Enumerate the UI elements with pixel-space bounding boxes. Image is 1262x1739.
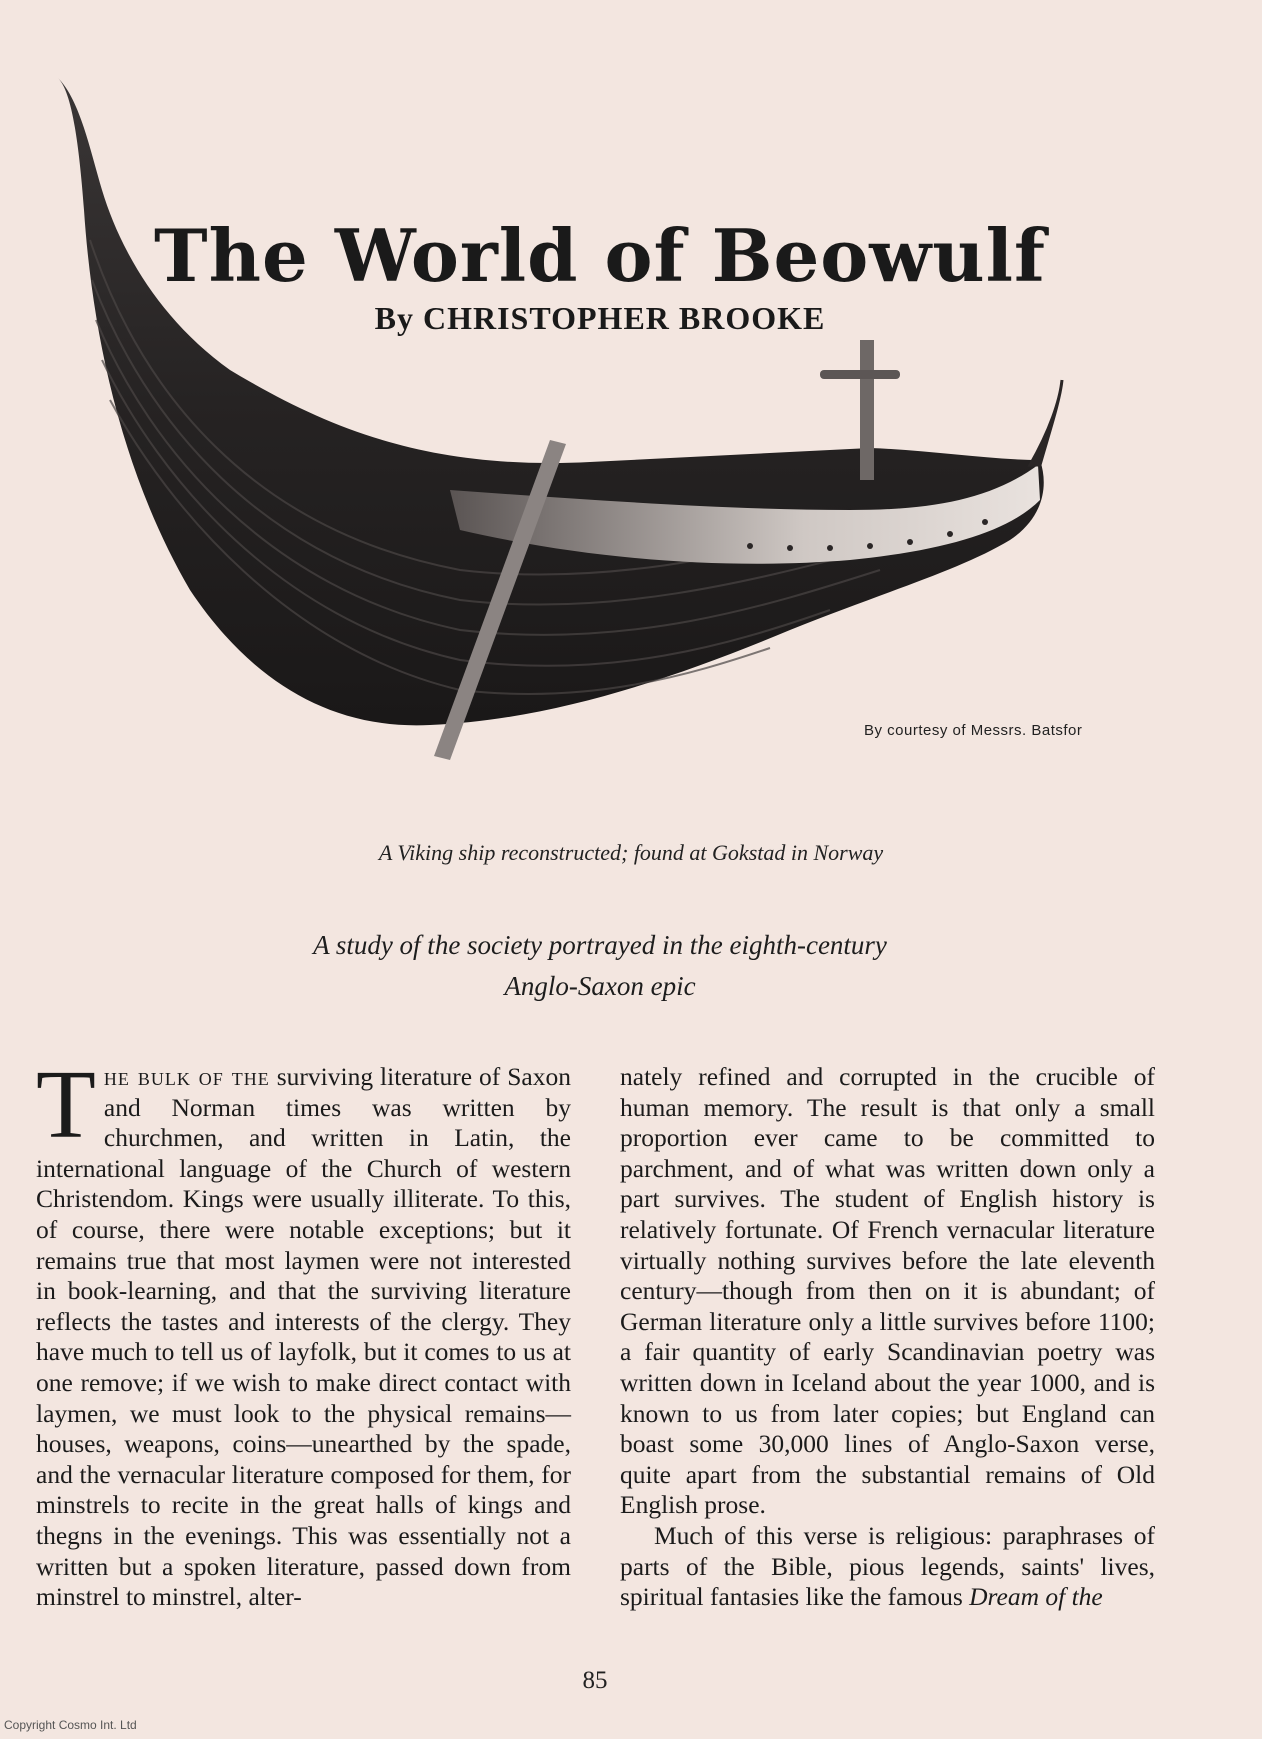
ship-hull xyxy=(58,78,1044,725)
standfirst xyxy=(200,925,1000,1007)
photo-caption: A Viking ship reconstructed; found at Gokstad in Norway xyxy=(378,840,884,865)
left-column-text: surviving literature of Saxon and Norman times was written by churchmen, and written in Latin, the international language of the Church of western Christendom. Kings were usually illiterate. To this, of course, there were notable exceptions; but it remains true that most laymen were not interested in book-learning, and that the surviving literature reflects the tastes and interests of the clergy. They have much to tell us of layfolk, but it comes to us at one remove; if we wish to make direct contact with laymen, we must look to the physical remains—houses, weapons, coins—unearthed by the spade, and the vernacular literature composed for them, for minstrels to recite in the great halls of kings and thegns in the evenings. This was essentially not a written but a spoken literature, passed down from minstrel to minstrel, alter- xyxy=(36,1062,572,1612)
right-column xyxy=(620,1062,1155,1613)
left-column xyxy=(36,1051,572,1613)
left-paragraph xyxy=(36,1051,572,1613)
standfirst-line-2: Anglo-Saxon epic xyxy=(504,971,696,1001)
author-name: CHRISTOPHER BROOKE xyxy=(422,300,826,336)
ship-mast xyxy=(860,340,874,480)
photo-credit: By courtesy of Messrs. Batsfor xyxy=(864,722,1083,739)
right-paragraph-1: nately refined and corrupted in the crucible of human memory. The result is that only a small proportion ever came to be committed to parchment, and of what was written down only a part survives. The student of English history is relatively fortunate. Of French vernacular literature virtually nothing survives before the late eleventh century—though from then on it is abundant; of German literature only a little survives before 1100; a fair quantity of early Scandinavian poetry was written down in Iceland about the year 1000, and is known to us from later copies; but England can boast some 30,000 lines of Anglo-Saxon verse, quite apart from the substantial remains of Old English prose. xyxy=(620,1062,1155,1520)
ship-stern-curl xyxy=(1030,380,1062,465)
byline-prefix: By xyxy=(374,300,414,336)
right-paragraph-2-italic: Dream of the xyxy=(969,1582,1103,1612)
page-number: 85 xyxy=(582,1667,608,1694)
opening-small-caps: he bulk of the xyxy=(103,1062,270,1091)
copyright-watermark: Copyright Cosmo Int. Ltd xyxy=(4,1718,137,1732)
right-paragraph-2 xyxy=(620,1521,1155,1613)
byline xyxy=(0,300,1200,337)
drop-cap: T xyxy=(36,1051,96,1159)
viking-ship-photo xyxy=(30,70,1170,830)
right-paragraph-2-text: Much of this verse is religious: paraphrases of parts of the Bible, pious legends, saints' lives, spiritual fantasies like the famous xyxy=(620,1520,1155,1612)
standfirst-line-1: A study of the society portrayed in the eighth-century xyxy=(313,930,887,960)
article-title: The World of Beowulf xyxy=(154,213,1046,299)
